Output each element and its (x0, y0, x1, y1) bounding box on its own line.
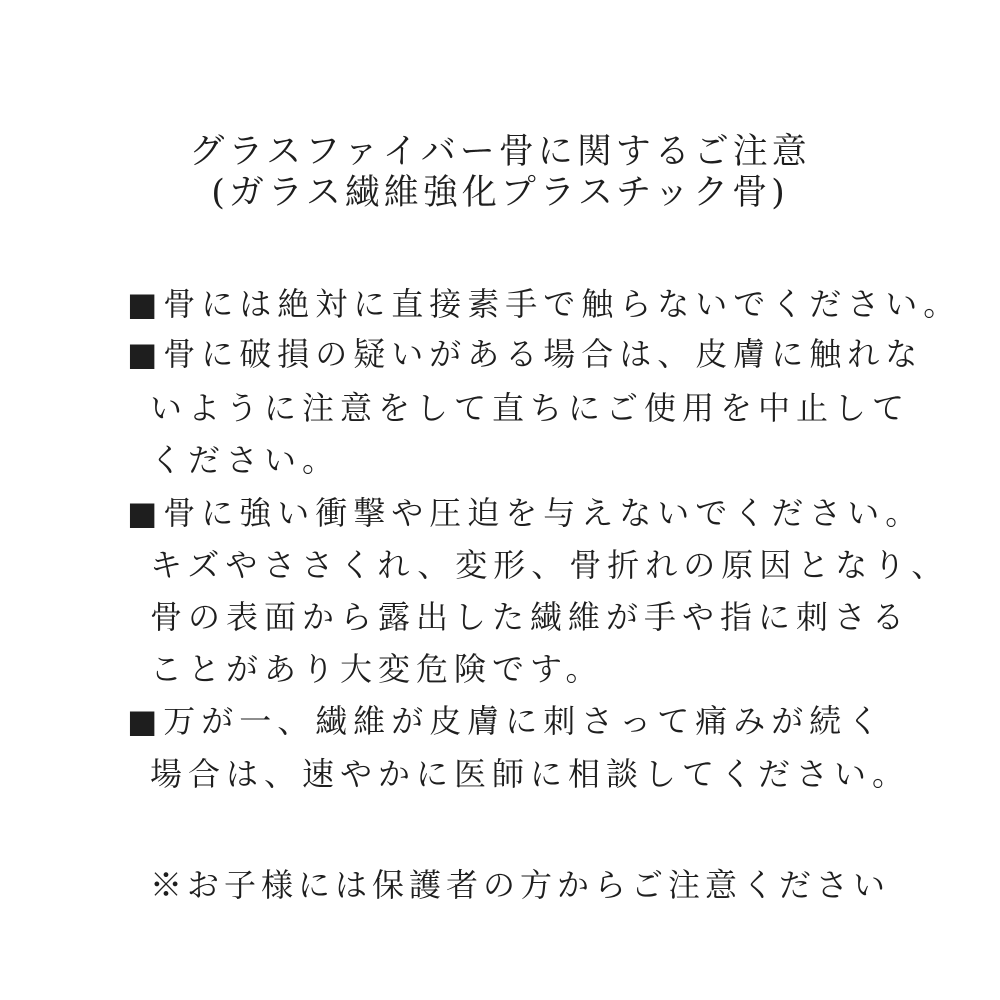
warning-text: ■骨には絶対に直接素手で触らないでください。 (127, 285, 962, 323)
warning-text: ■骨に破損の疑いがある場合は、皮膚に触れな (127, 335, 924, 373)
page-subtitle: (ガラス繊維強化プラスチック骨) (211, 173, 789, 213)
warning-text-continued: 場合は、速やかに医師に相談してください。 (150, 755, 911, 793)
warning-text-continued: 骨の表面から露出した繊維が手や指に刺さる (150, 598, 911, 636)
warning-text: ■万が一、繊維が皮膚に刺さって痛みが続く (127, 702, 886, 740)
children-footnote: ※お子様には保護者の方からご注意ください (150, 866, 891, 904)
warning-text-continued: ことがあり大変危険です。 (150, 650, 604, 688)
warning-text-continued: キズやささくれ、変形、骨折れの原因となり、 (150, 546, 950, 584)
page-title: グラスファイバー骨に関するご注意 (189, 132, 811, 173)
warning-text-continued: ください。 (150, 441, 341, 479)
warning-text: ■骨に強い衝撃や圧迫を与えないでください。 (127, 494, 924, 532)
warning-text-continued: いように注意をして直ちにご使用を中止して (150, 389, 911, 427)
